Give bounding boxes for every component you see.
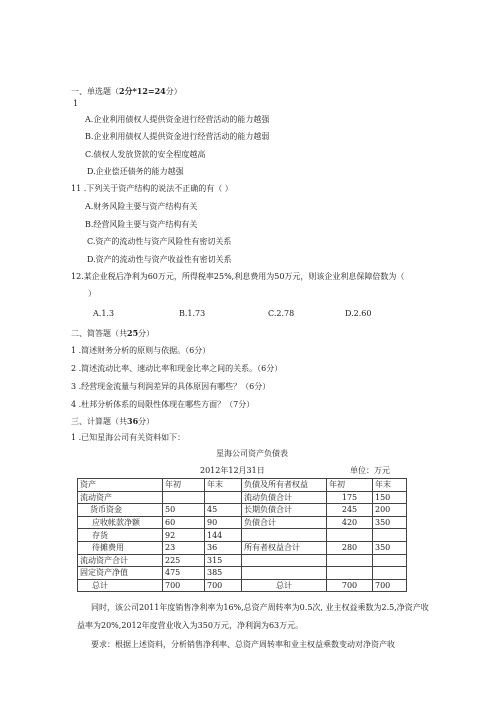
cell: 700 (373, 579, 407, 592)
cell: 长期负债合计 (242, 504, 327, 517)
q1-option-b: B.企业利用债权人提供资金进行经营活动的能力越弱 (85, 132, 270, 141)
cell: 280 (327, 541, 373, 554)
section2-title-text: 二、简答题（共 (71, 329, 127, 338)
table-date: 2012年12月31日 (200, 466, 265, 475)
q11-option-a: A.财务风险主要与资产结构有关 (85, 202, 198, 211)
section2-title (71, 328, 154, 339)
cell: 货币资金 (78, 504, 163, 517)
q12-option-b: B.1.73 (179, 309, 206, 318)
q12-stem-end: ） (88, 289, 96, 298)
header-liab-begin: 年初 (327, 479, 373, 492)
cell (327, 529, 373, 542)
section2-title-end: 分） (138, 329, 155, 338)
q12-stem: 12.某企业税后净利为60万元，所得税率25%,利息费用为50万元，则该企业利息保障倍数为（ (71, 272, 405, 281)
balance-sheet-table (77, 478, 407, 592)
cell: 90 (205, 516, 242, 529)
cell: 负债合计 (242, 516, 327, 529)
cell: 420 (327, 516, 373, 529)
cell: 350 (373, 541, 407, 554)
short-answer-3: 3 .经营现金流量与利润差异的具体原因有哪些？（6分） (71, 382, 271, 391)
cell: 60 (163, 516, 205, 529)
cell (205, 491, 242, 504)
short-answer-2: 2 .简述流动比率、速动比率和现金比率之间的关系。（6分） (71, 364, 283, 373)
q12-option-c: C.2.78 (268, 309, 295, 318)
table-row (78, 554, 407, 567)
section3-score: 36 (127, 416, 139, 426)
header-liab-end: 年末 (373, 479, 407, 492)
cell (327, 567, 373, 580)
cell: 固定资产净值 (78, 567, 163, 580)
cell: 36 (205, 541, 242, 554)
table-header-row (78, 479, 407, 492)
section3-title (71, 416, 154, 427)
section1-title-end: 分） (165, 87, 182, 96)
cell: 475 (163, 567, 205, 580)
cell: 175 (327, 491, 373, 504)
q1-option-d: D.企业偿还债务的能力越强 (87, 167, 184, 176)
cell: 385 (205, 567, 242, 580)
cell: 315 (205, 554, 242, 567)
cell: 流动负债合计 (242, 491, 327, 504)
q11-option-b: B.经营风险主要与资产结构有关 (85, 220, 198, 229)
cell: 92 (163, 529, 205, 542)
table-row (78, 516, 407, 529)
after-table-line-2: 益率为20%,2012年度营业收入为350万元，净利润为63万元。 (77, 621, 304, 630)
table-unit: 单位：万元 (350, 466, 390, 475)
q1-option-c: C.债权人发放贷款的安全程度越高 (85, 150, 206, 159)
cell (373, 529, 407, 542)
cell: 所有者权益合计 (242, 541, 327, 554)
table-total-row (78, 579, 407, 592)
header-assets-begin: 年初 (163, 479, 205, 492)
short-answer-1: 1 .简述财务分析的原则与依据。（6分） (71, 346, 211, 355)
cell (242, 529, 327, 542)
after-table-line-1: 同时，该公司2011年度销售净利率为16%,总资产周转率为0.5次, 业主权益乘数为2.5,净资产收 (91, 603, 429, 612)
section2-score: 25 (127, 328, 139, 338)
cell (242, 554, 327, 567)
table-row (78, 567, 407, 580)
q12-option-d: D.2.60 (345, 309, 372, 318)
cell: 225 (163, 554, 205, 567)
cell: 350 (373, 516, 407, 529)
cell: 待摊费用 (78, 541, 163, 554)
cell: 总计 (242, 579, 327, 592)
cell: 700 (327, 579, 373, 592)
cell: 700 (205, 579, 242, 592)
section1-title (71, 86, 182, 97)
cell (163, 491, 205, 504)
cell: 流动资产 (78, 491, 163, 504)
cell (373, 554, 407, 567)
short-answer-4: 4 .杜邦分析体系的局限性体现在哪些方面？（7分） (71, 400, 255, 409)
cell (327, 554, 373, 567)
cell: 700 (163, 579, 205, 592)
cell: 总计 (78, 579, 163, 592)
q12-option-a: A.1.3 (93, 309, 115, 318)
table-row (78, 504, 407, 517)
cell: 存货 (78, 529, 163, 542)
header-assets: 资产 (78, 479, 163, 492)
cell: 200 (373, 504, 407, 517)
table-row (78, 491, 407, 504)
q11-option-c: C.资产的流动性与资产风险性有密切关系 (87, 237, 232, 246)
cell: 23 (163, 541, 205, 554)
cell: 50 (163, 504, 205, 517)
table-row (78, 541, 407, 554)
table-row (78, 529, 407, 542)
header-liabilities: 负债及所有者权益 (242, 479, 327, 492)
section3-title-text: 三、计算题（共 (71, 417, 127, 426)
after-table-line-3: 要求：根据上述资料，分析销售净利率、总资产周转率和业主权益乘数变动对净资产收 (91, 640, 395, 649)
q11-option-d: D.资产的流动性与资产收益性有密切关系 (87, 255, 232, 264)
cell (242, 567, 327, 580)
cell: 144 (205, 529, 242, 542)
cell (373, 567, 407, 580)
cell: 流动资产合计 (78, 554, 163, 567)
table-title: 星海公司资产负债表 (216, 449, 288, 458)
cell: 245 (327, 504, 373, 517)
header-assets-end: 年末 (205, 479, 242, 492)
q1-option-a: A.企业利用债权人提供资金进行经营活动的能力越强 (85, 115, 270, 124)
calc-q1-stem: 1 .已知星海公司有关资料如下： (71, 433, 186, 442)
q11-stem: 11 .下列关于资产结构的说法不正确的有（ ） (71, 184, 233, 193)
section1-title-text: 一、单选题（ (71, 87, 119, 96)
cell: 150 (373, 491, 407, 504)
cell: 45 (205, 504, 242, 517)
cell: 应收帐款净额 (78, 516, 163, 529)
section1-score: 2分*12=24 (119, 86, 166, 96)
q1-number: 1 (73, 99, 79, 108)
section3-title-end: 分） (138, 417, 155, 426)
